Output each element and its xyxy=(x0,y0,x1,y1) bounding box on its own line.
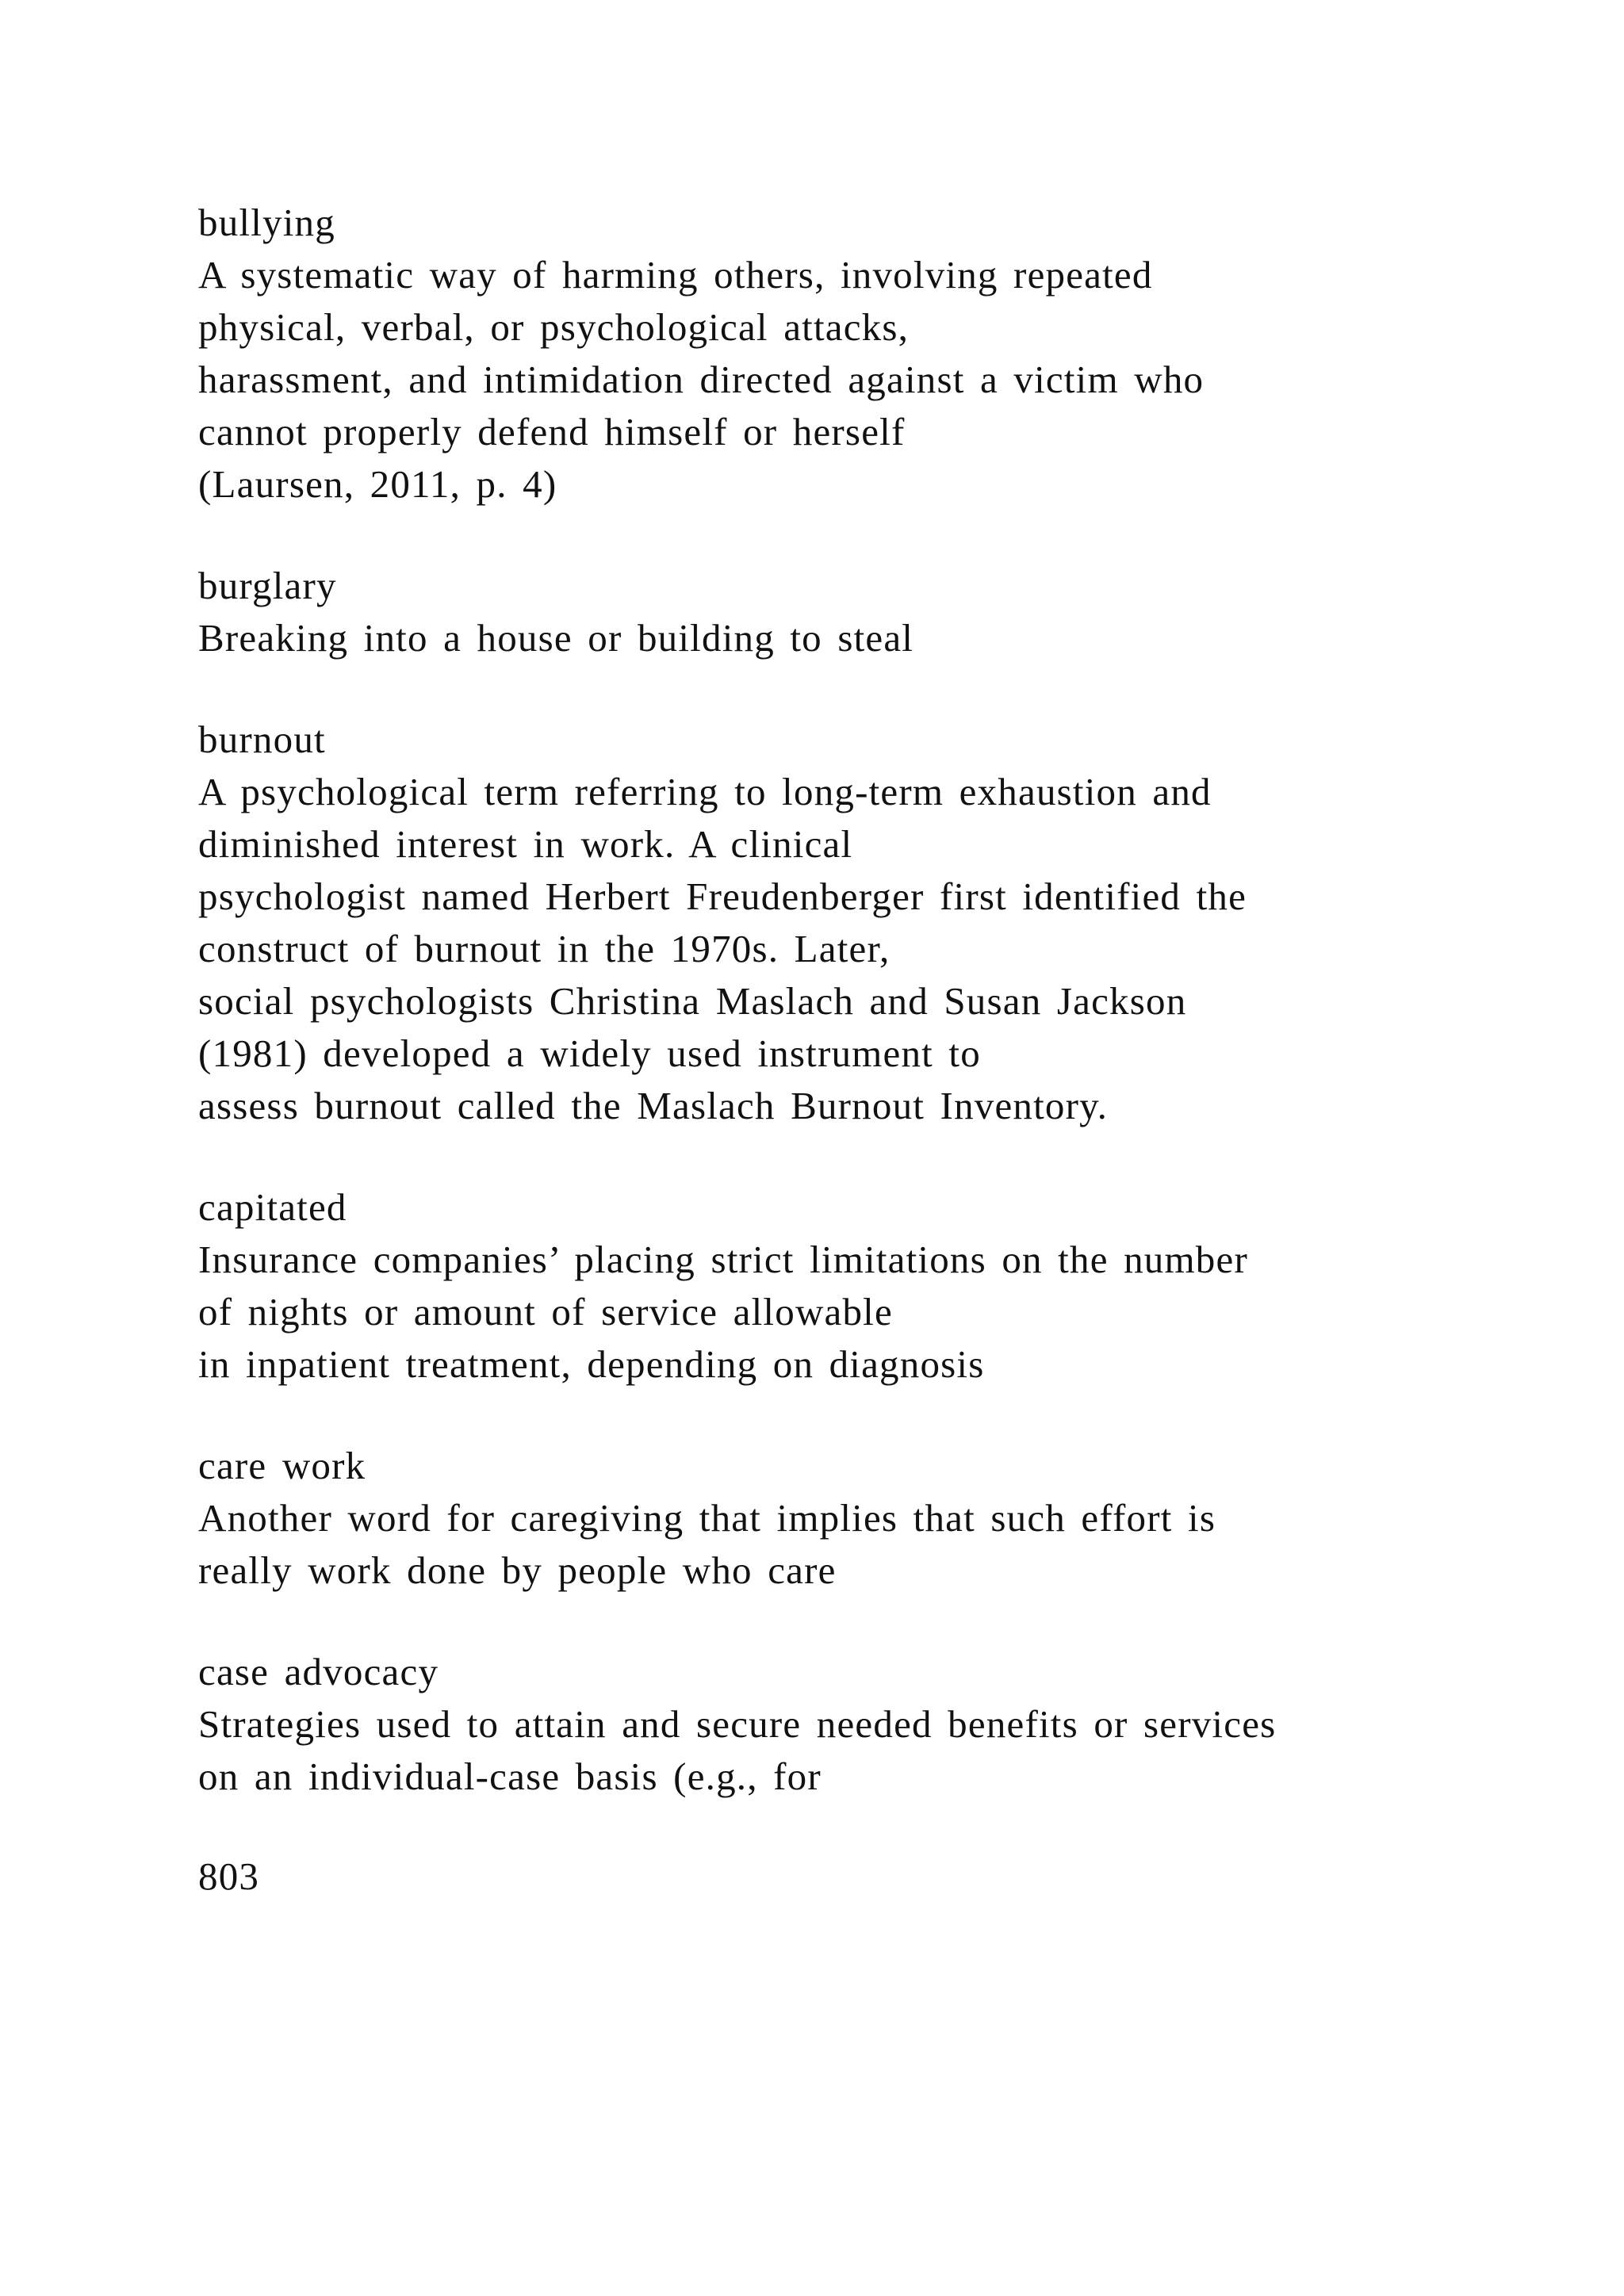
glossary-entry-burglary xyxy=(198,560,1507,664)
definition-line: cannot properly defend himself or herself xyxy=(198,410,906,453)
definition-line: really work done by people who care xyxy=(198,1548,837,1592)
definition-line: (1981) developed a widely used instrument to xyxy=(198,1031,981,1075)
glossary-term: burglary xyxy=(198,564,337,607)
definition-line: A psychological term referring to long-term exhaustion and xyxy=(198,770,1212,813)
definition-line: (Laursen, 2011, p. 4) xyxy=(198,462,557,506)
definition-line: Insurance companies’ placing strict limitations on the number xyxy=(198,1238,1248,1281)
definition-line: Strategies used to attain and secure needed benefits or services xyxy=(198,1702,1277,1746)
page-number: 803 xyxy=(198,1854,260,1898)
definition-line: assess burnout called the Maslach Burnout Inventory. xyxy=(198,1084,1109,1127)
definition-line: harassment, and intimidation directed against a victim who xyxy=(198,358,1205,401)
glossary-entry-case-advocacy xyxy=(198,1646,1507,1803)
glossary-entry-capitated xyxy=(198,1181,1507,1391)
definition-line: Breaking into a house or building to steal xyxy=(198,616,914,660)
glossary-term: case advocacy xyxy=(198,1650,439,1693)
glossary-entry-care-work xyxy=(198,1440,1507,1597)
definition-line: on an individual-case basis (e.g., for xyxy=(198,1755,822,1798)
definition-line: in inpatient treatment, depending on diagnosis xyxy=(198,1342,985,1386)
definition-line: social psychologists Christina Maslach and Susan Jackson xyxy=(198,979,1187,1023)
glossary-entry-burnout xyxy=(198,714,1507,1132)
glossary-term: burnout xyxy=(198,718,326,761)
glossary-term: capitated xyxy=(198,1185,347,1229)
definition-line: construct of burnout in the 1970s. Later, xyxy=(198,927,891,970)
definition-line: A systematic way of harming others, involving repeated xyxy=(198,253,1153,297)
definition-line: psychologist named Herbert Freudenberger first identified the xyxy=(198,874,1247,918)
definition-line: Another word for caregiving that implies that such effort is xyxy=(198,1496,1216,1540)
glossary-entry-bullying xyxy=(198,197,1507,511)
definition-line: physical, verbal, or psychological attacks, xyxy=(198,305,910,349)
definition-line: diminished interest in work. A clinical xyxy=(198,822,853,866)
definition-line: of nights or amount of service allowable xyxy=(198,1290,893,1334)
glossary-content xyxy=(198,197,1507,1903)
glossary-term: care work xyxy=(198,1444,366,1487)
glossary-term: bullying xyxy=(198,201,335,244)
